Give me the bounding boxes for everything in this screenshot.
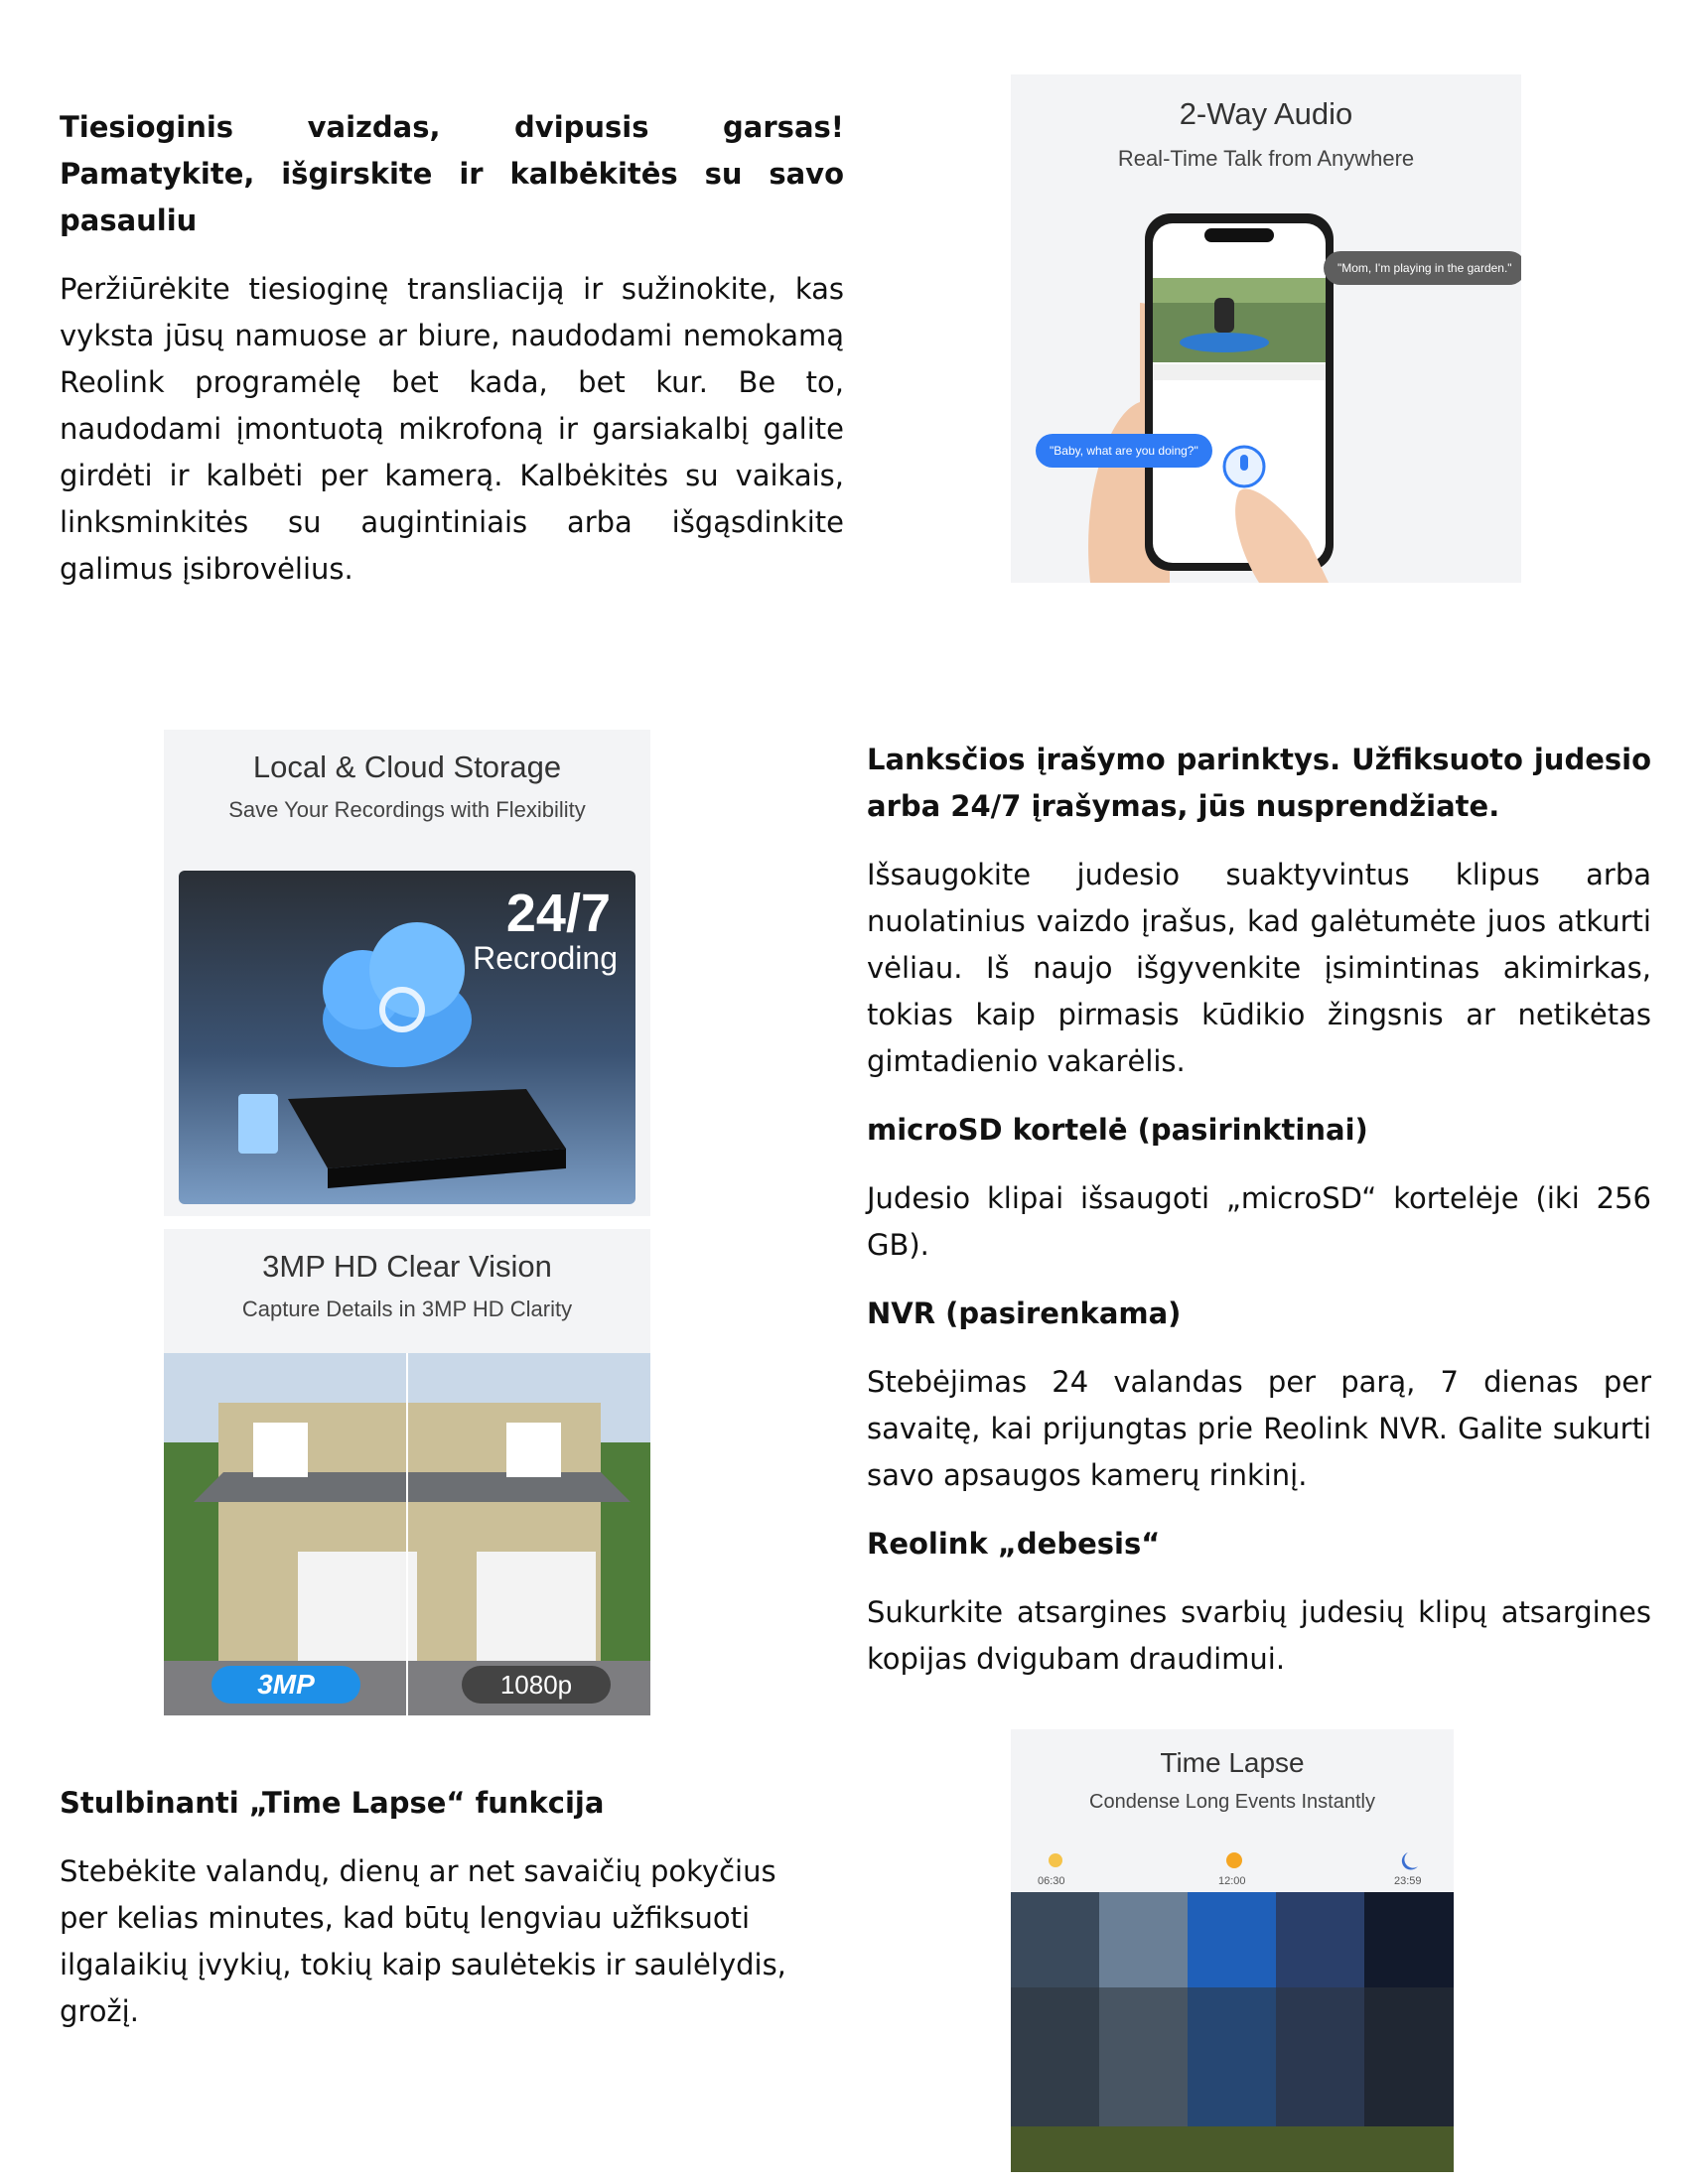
timelapse-heading: Stulbinanti „Time Lapse“ funkcija [60, 1786, 605, 1820]
recording-hours: 24/7 [505, 884, 611, 943]
nvr-body: Stebėjimas 24 valandas per parą, 7 dienas per savaitę, kai prijungtas prie Reolink NVR. Galite sukurti savo apsaugos kamerų rinkinį. [867, 1365, 1651, 1492]
storage-heading: Lanksčios įrašymo parinktys. Užfiksuoto judesio arba 24/7 įrašymas, jūs nusprendžiate. [867, 743, 1651, 823]
recording-label: Recroding [473, 940, 618, 976]
storage-text-block [867, 737, 1651, 1683]
sun-icon [1226, 1852, 1242, 1868]
two-way-audio-image [1011, 74, 1521, 583]
time-label-morning: 06:30 [1038, 1875, 1065, 1887]
badge-3mp: 3MP [211, 1666, 360, 1704]
timelapse-text-block [60, 1780, 814, 2035]
image-title: Time Lapse [1160, 1747, 1305, 1778]
image-title: 3MP HD Clear Vision [262, 1249, 552, 1284]
house-comparison-illustration [164, 1353, 650, 1715]
image-subtitle: Condense Long Events Instantly [1089, 1791, 1375, 1813]
timelapse-body: Stebėkite valandų, dienų ar net savaičių pokyčius per kelias minutes, kad būtų lengviau užfiksuoti ilgalaikių įvykių, tokių kaip saulėtekis ir saulėlydis, grožį. [60, 1854, 786, 2028]
time-label-noon: 12:00 [1218, 1875, 1246, 1887]
phone-hand-illustration [1011, 74, 1521, 583]
cloud-nvr-illustration [179, 871, 635, 1204]
audio-body: Peržiūrėkite tiesioginę transliaciją ir sužinokite, kas vyksta jūsų namuose ar biure, naudodami nemokamą Reolink programėlę bet kada, bet kur. Be to, naudodami įmontuotą mikrofoną ir garsiakalbį galite girdėti ir kalbėti per kamerą. Kalbėkitės su vaikais, linksminkitės su augintiniais arba išgąsdinkite galimus įsibrovėlius. [60, 272, 844, 586]
time-lapse-image [1011, 1729, 1454, 2172]
local-cloud-storage-image [164, 730, 650, 1216]
nvr-scene [179, 871, 635, 1204]
time-label-night: 23:59 [1394, 1875, 1422, 1887]
sunrise-icon [1049, 1853, 1062, 1867]
badge-1080p: 1080p [462, 1666, 611, 1704]
child-speech-bubble: "Mom, I'm playing in the garden." [1324, 251, 1521, 285]
image-subtitle: Real-Time Talk from Anywhere [1117, 146, 1415, 171]
cloud-body: Sukurkite atsargines svarbių judesių klipų atsargines kopijas dvigubam draudimui. [867, 1595, 1651, 1676]
clear-vision-image [164, 1229, 650, 1715]
image-title: 2-Way Audio [1179, 96, 1353, 131]
microsd-heading: microSD kortelė (pasirinktinai) [867, 1113, 1368, 1147]
microsd-body: Judesio klipai išsaugoti „microSD“ kortelėje (iki 256 GB). [867, 1181, 1651, 1262]
audio-text-block [60, 104, 844, 593]
day-night-strip [1011, 1848, 1454, 2172]
image-subtitle: Save Your Recordings with Flexibility [228, 797, 586, 822]
image-subtitle: Capture Details in 3MP HD Clarity [241, 1297, 573, 1321]
image-title: Local & Cloud Storage [252, 750, 562, 784]
storage-body: Išsaugokite judesio suaktyvintus klipus arba nuolatinius vaizdo įrašus, kad galėtumėte juos atkurti vėliau. Iš naujo išgyvenkite įsimintinas akimirkas, tokias kaip pirmasis kūdikio žingsnis ar netikėtas gimtadienio vakarėlis. [867, 858, 1651, 1078]
cloud-heading: Reolink „debesis“ [867, 1527, 1161, 1561]
nvr-heading: NVR (pasirenkama) [867, 1297, 1182, 1330]
parent-speech-bubble: "Baby, what are you doing?" [1036, 434, 1212, 468]
audio-heading: Tiesioginis vaizdas, dvipusis garsas! Pamatykite, išgirskite ir kalbėkitės su savo pasauliu [60, 110, 844, 237]
